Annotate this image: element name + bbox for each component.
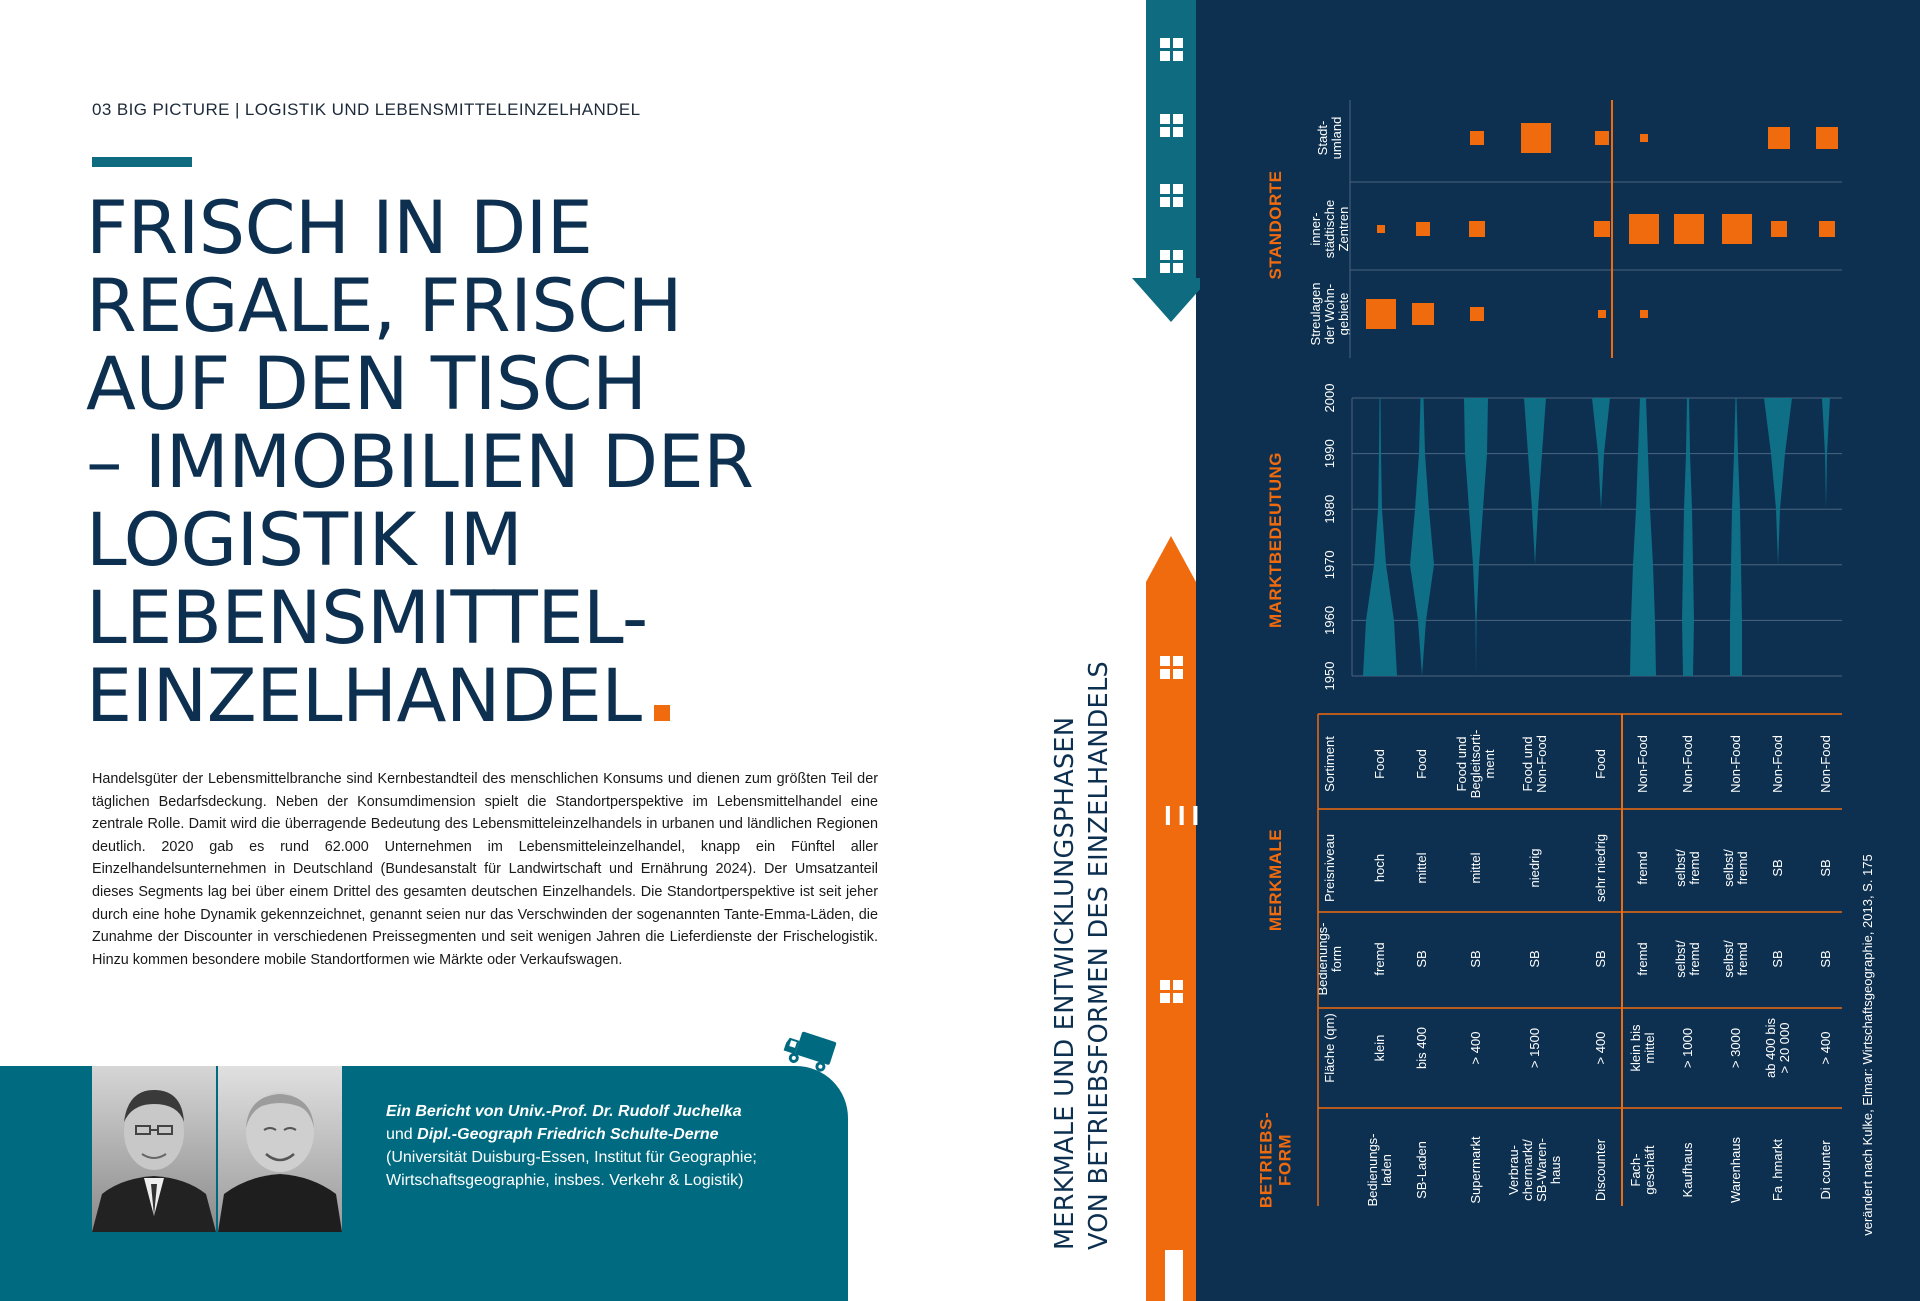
chart-root xyxy=(1257,100,1876,1236)
standort-label: inner-städtischeZentren xyxy=(1308,199,1351,259)
standort-square xyxy=(1412,303,1434,325)
standort-square xyxy=(1768,127,1790,149)
cell-bedienung: selbst/fremd xyxy=(1673,940,1702,978)
standort-square xyxy=(1640,310,1648,318)
section-header-marktbedeutung: MARKTBEDEUTUNG xyxy=(1266,451,1285,629)
headline-line: AUF DEN TISCH xyxy=(86,342,647,427)
cell-sortiment: Non-Food xyxy=(1818,735,1833,793)
source-note: verändert nach Kulke, Elmar: Wirtschaftsgeographie, 2013, S. 175 xyxy=(1860,854,1875,1236)
section-header-betriebsform: BETRIEBS-FORM xyxy=(1256,1111,1295,1209)
cell-sortiment: Food xyxy=(1414,749,1429,779)
standort-square xyxy=(1598,310,1606,318)
figure-title-line-1: MERKMALE UND ENTWICKLUNGSPHASEN xyxy=(1050,716,1080,1250)
cell-preisniveau: fremd xyxy=(1635,851,1650,885)
year-tick-label: 1960 xyxy=(1322,605,1337,635)
cell-bedienung: SB xyxy=(1414,950,1429,968)
column-header: Sortiment xyxy=(1322,736,1337,792)
row-name: Bedienungs-laden xyxy=(1365,1133,1394,1207)
section-kicker: 03 BIG PICTURE | LOGISTIK UND LEBENSMITTELEINZELHANDEL xyxy=(92,100,641,119)
author-line-2-prefix: und xyxy=(386,1126,418,1143)
author-line-4: Wirtschaftsgeographie, insbes. Verkehr & Logistik) xyxy=(386,1172,744,1189)
headline-line: FRISCH IN DIE xyxy=(86,186,593,271)
row-name: Verbrau-chermarkt/SB-Waren-haus xyxy=(1506,1138,1563,1202)
chapter-marker: III xyxy=(1164,800,1206,831)
year-tick-label: 1990 xyxy=(1322,439,1337,469)
cell-sortiment: Non-Food xyxy=(1680,735,1695,793)
cell-bedienung: SB xyxy=(1468,950,1483,968)
cell-preisniveau: sehr niedrig xyxy=(1593,834,1608,902)
cell-preisniveau: selbst/fremd xyxy=(1673,849,1702,887)
standort-square xyxy=(1469,221,1485,237)
market-share-band xyxy=(1730,398,1742,676)
cell-preisniveau: SB xyxy=(1770,859,1785,877)
cell-preisniveau: selbst/fremd xyxy=(1721,849,1750,887)
standort-label: Streulagender Wohn-gebiete xyxy=(1308,282,1351,346)
standort-square xyxy=(1640,134,1648,142)
standort-square xyxy=(1521,123,1551,153)
market-share-band xyxy=(1410,398,1434,676)
cell-preisniveau: hoch xyxy=(1372,853,1387,883)
cell-preisniveau: niedrig xyxy=(1527,848,1542,888)
cell-preisniveau: SB xyxy=(1818,859,1833,877)
cell-sortiment: Non-Food xyxy=(1770,735,1785,793)
cell-sortiment: Non-Food xyxy=(1635,735,1650,793)
body-text: Handelsgüter der Lebensmittelbranche sind Kernbestandteil des menschlichen Konsums und dienen zum größten Teil der täglichen Bedarfsdeckung. Neben der Konsumdimension spielt die Standortperspektive im Lebensmittelhandel eine zentrale Rolle. Damit wird die überragende Bedeutung des Lebensmitteleinzelhandels in urbanen und ländlichen Regionen deutlich. 2020 gab es rund 62.000 Unternehmen im Lebensmitteleinzelhandel, knapp ein Fünftel aller Einzelhandelsunternehmen in Deutschland (Bundesanstalt für Landwirtschaft und Ernährung 2024). Der Umsatzanteil dieses Segments lag bei über einem Drittel des gesamten deutschen Einzelhandels. Die Standortperspektive ist seit jeher durch eine hohe Dynamik gekennzeichnet, genannt seien nur das Verschwinden der sogenannten Tante-Emma-Läden, die Zunahme der Discounter in verschiedenen Preissegmenten und seit wenigen Jahren die Lieferdienste der Frischelogistik. Hinzu kommen besondere mobile Standortformen wie Märkte oder Verkaufswagen. xyxy=(92,771,878,968)
market-share-band xyxy=(1363,398,1397,676)
cell-sortiment: Food xyxy=(1593,749,1608,779)
figure-title-line-2: VON BETRIEBSFORMEN DES EINZELHANDELS xyxy=(1084,661,1114,1250)
headline-line: LOGISTIK IM xyxy=(86,498,523,583)
row-name: Warenhaus xyxy=(1728,1137,1743,1203)
cell-bedienung: SB xyxy=(1770,950,1785,968)
cell-bedienung: selbst/fremd xyxy=(1721,940,1750,978)
standort-square xyxy=(1470,307,1484,321)
row-name: Kaufhaus xyxy=(1680,1142,1695,1198)
author-line-2-name: Dipl.-Geograph Friedrich Schulte-Derne xyxy=(417,1126,719,1143)
headline-line: LEBENSMITTEL- xyxy=(86,576,648,661)
year-tick-label: 1950 xyxy=(1322,661,1337,691)
author-line-1: Ein Bericht von Univ.-Prof. Dr. Rudolf Juchelka xyxy=(386,1103,742,1120)
cell-flaeche: klein xyxy=(1372,1034,1387,1062)
cell-flaeche: > 400 xyxy=(1468,1031,1483,1065)
column-header: Bedienungs-form xyxy=(1315,922,1344,996)
row-name: Supermarkt xyxy=(1468,1136,1483,1204)
row-name: Fach-geschäft xyxy=(1628,1145,1657,1195)
row-name: Di counter xyxy=(1818,1140,1833,1200)
row-name: Fa .hmarkt xyxy=(1770,1138,1785,1202)
cell-flaeche: > 3000 xyxy=(1728,1027,1743,1069)
cell-bedienung: SB xyxy=(1593,950,1608,968)
cell-preisniveau: mittel xyxy=(1414,852,1429,884)
row-name: Discounter xyxy=(1593,1138,1608,1202)
standort-square xyxy=(1819,221,1835,237)
cell-flaeche: bis 400 xyxy=(1414,1027,1429,1069)
column-header: Fläche (qm) xyxy=(1322,1013,1337,1083)
cell-flaeche: > 1000 xyxy=(1680,1027,1695,1069)
standort-square xyxy=(1377,225,1385,233)
market-share-band xyxy=(1630,398,1656,676)
standort-square xyxy=(1771,221,1787,237)
cell-bedienung: SB xyxy=(1527,950,1542,968)
market-share-band xyxy=(1682,398,1694,676)
standort-square xyxy=(1722,214,1752,244)
cell-flaeche: > 400 xyxy=(1593,1031,1608,1065)
standort-square xyxy=(1366,299,1396,329)
cell-preisniveau: mittel xyxy=(1468,852,1483,884)
year-tick-label: 1980 xyxy=(1322,494,1337,524)
market-share-band xyxy=(1524,398,1546,676)
headline-line-text: EINZELHANDEL xyxy=(86,654,642,739)
standort-label: Stadt-umland xyxy=(1315,116,1344,160)
section-header-standorte: STANDORTE xyxy=(1266,170,1285,280)
author-line-3: (Universität Duisburg-Essen, Institut für Geographie; xyxy=(386,1149,757,1166)
cell-sortiment: Food xyxy=(1372,749,1387,779)
section-header-merkmale: MERKMALE xyxy=(1266,828,1285,932)
cell-flaeche: ab 400 bis> 20 000 xyxy=(1763,1018,1792,1078)
standort-square xyxy=(1416,222,1430,236)
standort-square xyxy=(1629,214,1659,244)
year-tick-label: 1970 xyxy=(1322,550,1337,580)
cell-sortiment: Non-Food xyxy=(1728,735,1743,793)
market-share-band xyxy=(1464,398,1488,676)
headline-line: REGALE, FRISCH xyxy=(86,264,682,349)
year-tick-label: 2000 xyxy=(1322,383,1337,413)
market-share-band xyxy=(1592,398,1610,676)
headline-line: – IMMOBILIEN DER xyxy=(86,420,754,505)
standort-square xyxy=(1594,221,1610,237)
column-header: Preisniveau xyxy=(1322,834,1337,902)
standort-square xyxy=(1674,214,1704,244)
standort-square xyxy=(1470,131,1484,145)
cell-flaeche: > 1500 xyxy=(1527,1027,1542,1069)
cell-flaeche: > 400 xyxy=(1818,1031,1833,1065)
cell-flaeche: klein bismittel xyxy=(1628,1024,1657,1072)
standort-square xyxy=(1595,131,1609,145)
cell-sortiment: Food undNon-Food xyxy=(1520,735,1549,793)
cell-bedienung: fremd xyxy=(1635,942,1650,976)
cell-bedienung: SB xyxy=(1818,950,1833,968)
cell-bedienung: fremd xyxy=(1372,942,1387,976)
market-share-band xyxy=(1822,398,1830,676)
standort-square xyxy=(1816,127,1838,149)
row-name: SB-Laden xyxy=(1414,1141,1429,1199)
market-share-band xyxy=(1764,398,1792,676)
cell-sortiment: Food undBegleitsorti-ment xyxy=(1454,729,1497,799)
